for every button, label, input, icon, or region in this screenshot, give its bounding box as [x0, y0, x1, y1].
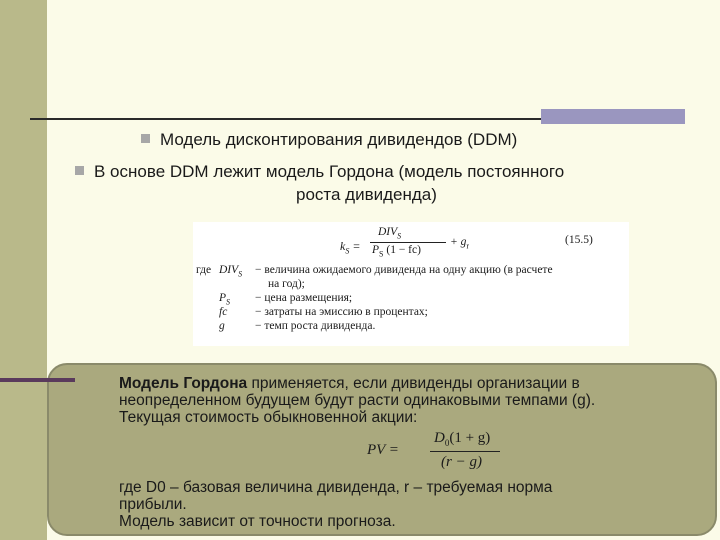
pv-fraction-line	[430, 451, 500, 452]
def-text-cont: на год);	[268, 278, 305, 290]
def-text: − темп роста дивиденда.	[255, 320, 376, 332]
formula-plus-g: + $g_r$	[450, 236, 470, 251]
left-decor-bar	[0, 0, 47, 540]
def-text: − затраты на эмиссию в процентах;	[255, 306, 428, 318]
def-symbol: $P_S$	[219, 292, 231, 307]
def-symbol: fc	[219, 306, 228, 318]
callout-line-4: где D0 – базовая величина дивиденда, r – требуемая норма	[119, 479, 553, 496]
bullet-line-3: роста дивиденда)	[296, 185, 437, 204]
callout-bold-term: Модель Гордона	[119, 375, 248, 392]
callout-line-5: прибыли.	[119, 496, 187, 513]
pv-denominator: (r − g)	[441, 454, 482, 470]
bullet-line-1: Модель дисконтирования дивидендов (DDM)	[141, 130, 517, 150]
callout-line-3: Текущая стоимость обыкновенной акции:	[119, 409, 418, 426]
bullet-icon	[141, 134, 150, 143]
callout-line-2: неопределенном будущем будут расти одинаковыми темпами (g).	[119, 392, 596, 409]
def-text: − величина ожидаемого дивиденда на одну акцию (в расчете	[255, 264, 553, 276]
def-text: − цена размещения;	[255, 292, 353, 304]
pv-numerator: $D_0(1 + g)$	[434, 430, 491, 448]
where-label: где	[196, 264, 212, 276]
callout-line-1: Модель Гордона применяется, если дивиденды организации в	[119, 375, 580, 392]
bullet-line-2: В основе DDM лежит модель Гордона (модель постоянного	[75, 162, 564, 182]
gordon-model-callout	[47, 363, 717, 536]
callout-line-6: Модель зависит от точности прогноза.	[119, 513, 396, 530]
fraction-line	[370, 242, 446, 243]
def-symbol: g	[219, 320, 225, 332]
pv-label: PV =	[367, 442, 399, 458]
accent-block	[541, 109, 685, 124]
formula-image	[193, 222, 629, 346]
formula-lhs: $k_S$ =	[340, 239, 361, 256]
def-symbol: $DIV_S$	[219, 264, 243, 279]
bullet-icon	[75, 166, 84, 175]
formula-denominator: $P_S$ (1 − fc)	[372, 244, 421, 259]
equation-number: (15.5)	[565, 234, 593, 246]
callout-connector	[0, 378, 75, 382]
formula-numerator: $DIV_S$	[378, 226, 402, 241]
